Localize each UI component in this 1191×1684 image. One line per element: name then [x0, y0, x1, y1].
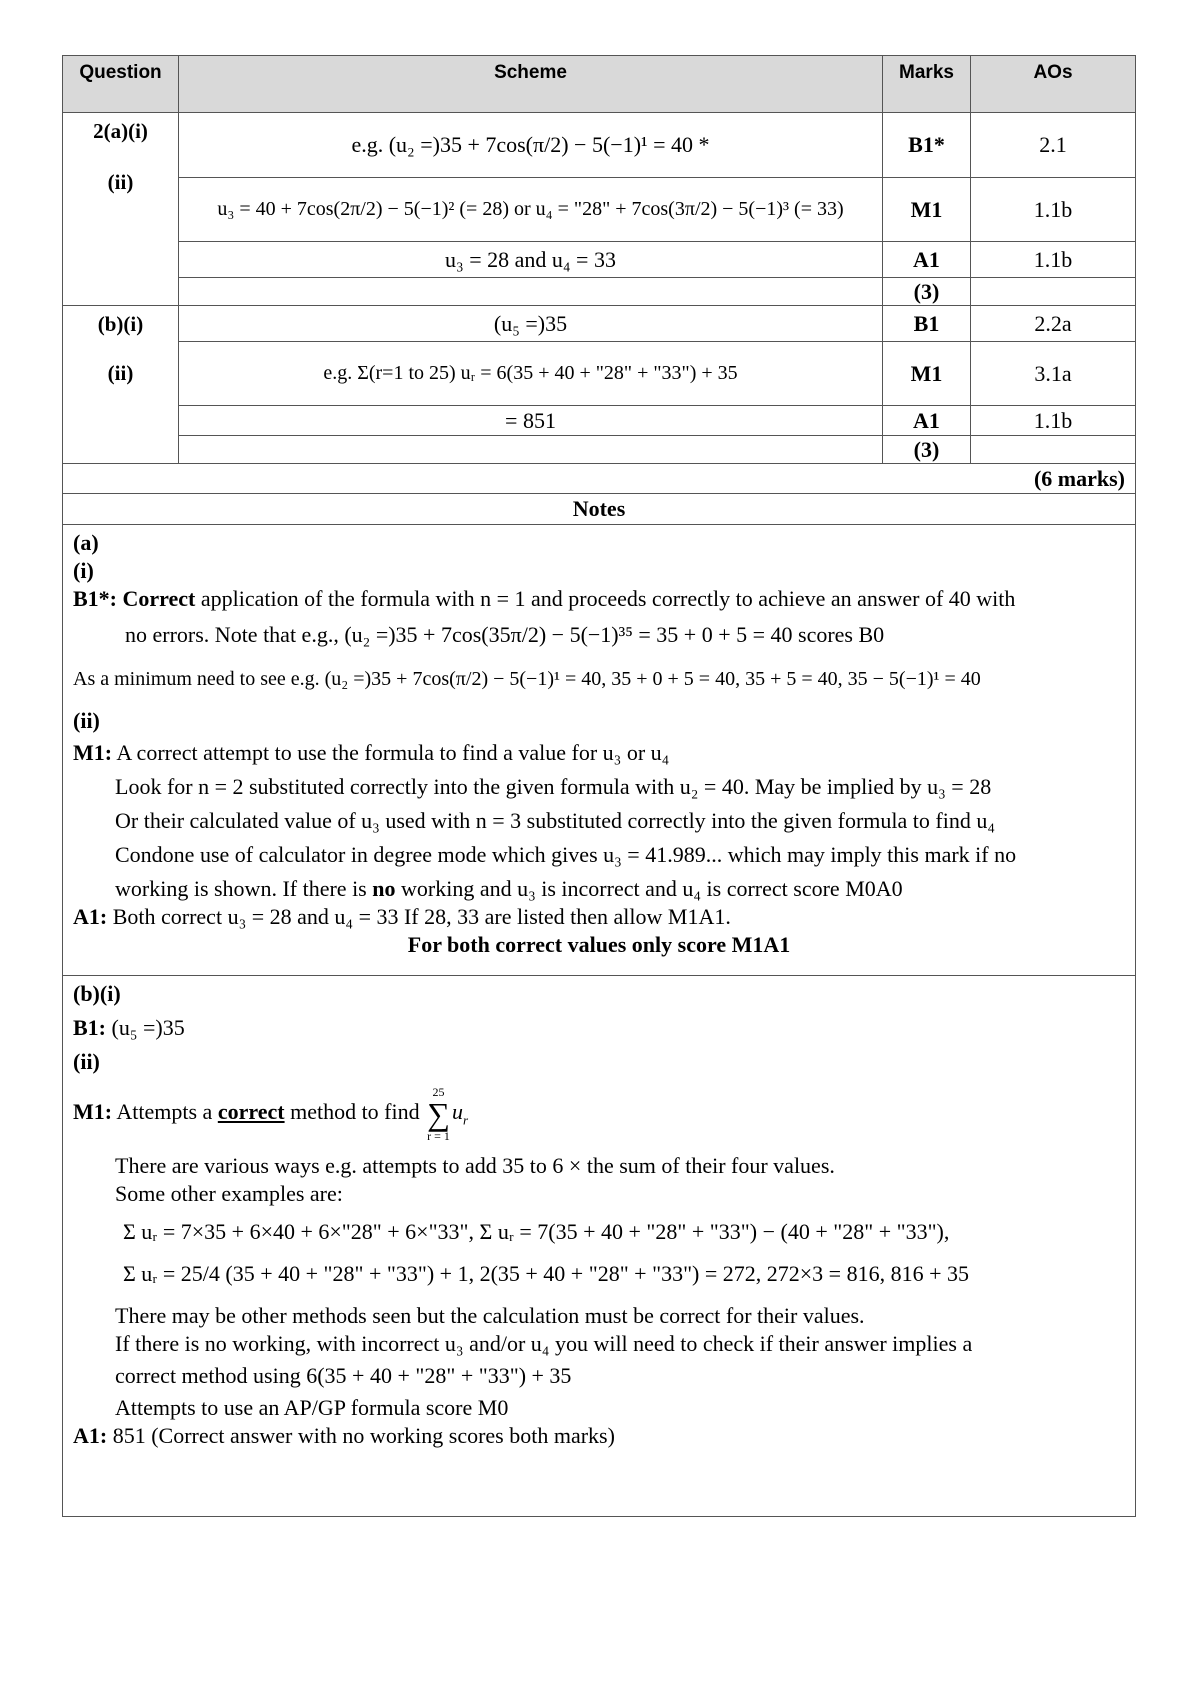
- table-row: [63, 178, 1136, 242]
- notes-heading-row: [63, 494, 1136, 525]
- header-marks: Marks: [883, 56, 971, 113]
- scheme-cell: [179, 278, 883, 306]
- note-text: working is shown. If there is: [115, 876, 373, 901]
- summation-symbol: 25 ∑ r = 1: [427, 1085, 450, 1143]
- mark-scheme-table: [62, 55, 1136, 1517]
- note-text: working and u₃ is incorrect and u₄ is correct score M0A0: [395, 876, 903, 901]
- notes-b: [63, 976, 1136, 1517]
- scheme-cell: = 851: [179, 406, 883, 436]
- notes-heading: Notes: [63, 494, 1136, 525]
- note-text: (u₅ =)35: [106, 1015, 185, 1040]
- notes-subpart-label: (ii): [73, 1049, 100, 1074]
- scheme-cell: e.g. (u₂ =)35 + 7cos(π/2) − 5(−1)¹ = 40 *: [179, 113, 883, 178]
- note-text: If there is no working, with incorrect u₃ and/or u₄ you will need to check if their answer implies a: [115, 1331, 973, 1356]
- notes-part-label: (a): [73, 530, 99, 555]
- question-label: (ii): [107, 361, 134, 385]
- notes-part-label: (b)(i): [73, 981, 121, 1006]
- m1-note: [73, 739, 1125, 767]
- ao-cell: 2.2a: [971, 306, 1136, 342]
- note-text: Some other examples are:: [115, 1181, 343, 1206]
- note-text: correct method using 6(35 + 40 + "28" + "33") + 35: [115, 1363, 572, 1388]
- scheme-cell: u₃ = 28 and u₄ = 33: [179, 242, 883, 278]
- mark-subtotal: (3): [883, 436, 971, 464]
- note-text: There may be other methods seen but the calculation must be correct for their values.: [115, 1303, 865, 1328]
- m1-note: M1: Attempts a correct method to find 25 ∑ r = 1 $u_r$: [73, 1085, 468, 1143]
- ao-cell: 2.1: [971, 113, 1136, 178]
- mark-code: M1:: [73, 1099, 113, 1125]
- ao-cell: [971, 278, 1136, 306]
- header-question: Question: [63, 56, 179, 113]
- header-scheme: Scheme: [179, 56, 883, 113]
- notes-a-row: [63, 525, 1136, 976]
- emphasis: Correct: [122, 586, 196, 611]
- ao-cell: 1.1b: [971, 242, 1136, 278]
- question-label: 2(a)(i): [93, 119, 148, 143]
- note-text: Condone use of calculator in degree mode which gives u₃ = 41.989... which may imply this mark if no: [115, 842, 1017, 867]
- notes-subpart-label: (ii): [73, 708, 100, 733]
- scheme-cell: e.g. Σ(r=1 to 25) uᵣ = 6(35 + 40 + "28" + "33") + 35: [179, 342, 883, 406]
- emphasis: no: [372, 876, 396, 901]
- mark-cell: A1: [883, 406, 971, 436]
- note-emphasis-line: For both correct values only score M1A1: [407, 932, 791, 957]
- mark-code: B1*:: [73, 586, 117, 611]
- example-line: Σ uᵣ = 7×35 + 6×40 + 6×"28" + 6×"33", Σ uᵣ = 7(35 + 40 + "28" + "33") − (40 + "28" + "33"),: [123, 1219, 950, 1244]
- header-row: [63, 56, 1136, 113]
- note-text: method to find: [284, 1099, 426, 1125]
- mark-cell: B1: [883, 306, 971, 342]
- example-line: Σ uᵣ = 25/4 (35 + 40 + "28" + "33") + 1, 2(35 + 40 + "28" + "33") = 272, 272×3 = 816, 816 + 35: [123, 1261, 970, 1286]
- mark-cell: M1: [883, 342, 971, 406]
- note-text: As a minimum need to see e.g. (u₂ =)35 + 7cos(π/2) − 5(−1)¹ = 40, 35 + 0 + 5 = 40, 35 + 5 = 40, 35 − 5(−1)¹ = 40: [73, 668, 981, 690]
- table-row: [63, 278, 1136, 306]
- mark-code: A1:: [73, 1423, 108, 1448]
- mark-cell: M1: [883, 178, 971, 242]
- ao-cell: 3.1a: [971, 342, 1136, 406]
- note-text: Attempts to use an AP/GP formula score M0: [115, 1395, 509, 1420]
- ao-cell: [971, 436, 1136, 464]
- a1-note: [73, 1422, 1125, 1450]
- table-row: [63, 113, 1136, 178]
- mark-cell: B1*: [883, 113, 971, 178]
- mark-cell: A1: [883, 242, 971, 278]
- b1-note: [73, 585, 1125, 613]
- note-text: no errors. Note that e.g., (u₂ =)35 + 7cos(35π/2) − 5(−1)³⁵ = 35 + 0 + 5 = 40 scores B0: [125, 622, 885, 647]
- notes-subpart-label: (i): [73, 558, 94, 583]
- mark-subtotal: (3): [883, 278, 971, 306]
- scheme-cell: (u₅ =)35: [179, 306, 883, 342]
- question-label: (b)(i): [97, 312, 144, 336]
- note-text: 851 (Correct answer with no working scores both marks): [107, 1423, 615, 1448]
- scheme-cell: [179, 436, 883, 464]
- note-text: A correct attempt to use the formula to find a value for u₃ or u₄: [112, 740, 670, 765]
- question-label: (ii): [107, 170, 134, 194]
- question-cell-b: [63, 306, 179, 464]
- note-text: Attempts a: [112, 1099, 218, 1125]
- note-text: Or their calculated value of u₃ used with n = 3 substituted correctly into the given formula to find u₄: [115, 808, 996, 833]
- notes-a: [63, 525, 1136, 976]
- note-text: Both correct u₃ = 28 and u₄ = 33 If 28, 33 are listed then allow M1A1.: [107, 904, 731, 929]
- ao-cell: 1.1b: [971, 406, 1136, 436]
- table-row: [63, 342, 1136, 406]
- total-row: [63, 464, 1136, 494]
- b1-note: [73, 1014, 1125, 1042]
- table-row: [63, 406, 1136, 436]
- question-cell-a: [63, 113, 179, 306]
- notes-b-row: [63, 976, 1136, 1517]
- table-row: [63, 306, 1136, 342]
- mark-scheme-page: [62, 55, 1135, 1517]
- mark-code: B1:: [73, 1015, 106, 1040]
- ao-cell: 1.1b: [971, 178, 1136, 242]
- note-text: Look for n = 2 substituted correctly into the given formula with u₂ = 40. May be implied by u₃ = 28: [115, 774, 992, 799]
- header-aos: AOs: [971, 56, 1136, 113]
- note-line: [73, 875, 1125, 903]
- note-text: application of the formula with n = 1 and proceeds correctly to achieve an answer of 40 with: [195, 586, 1016, 611]
- mark-code: A1:: [73, 904, 108, 929]
- total-marks: (6 marks): [63, 464, 1136, 494]
- scheme-cell: u₃ = 40 + 7cos(2π/2) − 5(−1)² (= 28) or u₄ = "28" + 7cos(3π/2) − 5(−1)³ (= 33): [179, 178, 883, 242]
- note-text: There are various ways e.g. attempts to add 35 to 6 × the sum of their four values.: [115, 1153, 835, 1178]
- emphasis: correct: [217, 1099, 285, 1125]
- mark-code: M1:: [73, 740, 113, 765]
- table-row: [63, 242, 1136, 278]
- table-row: [63, 436, 1136, 464]
- a1-note: [73, 903, 1125, 931]
